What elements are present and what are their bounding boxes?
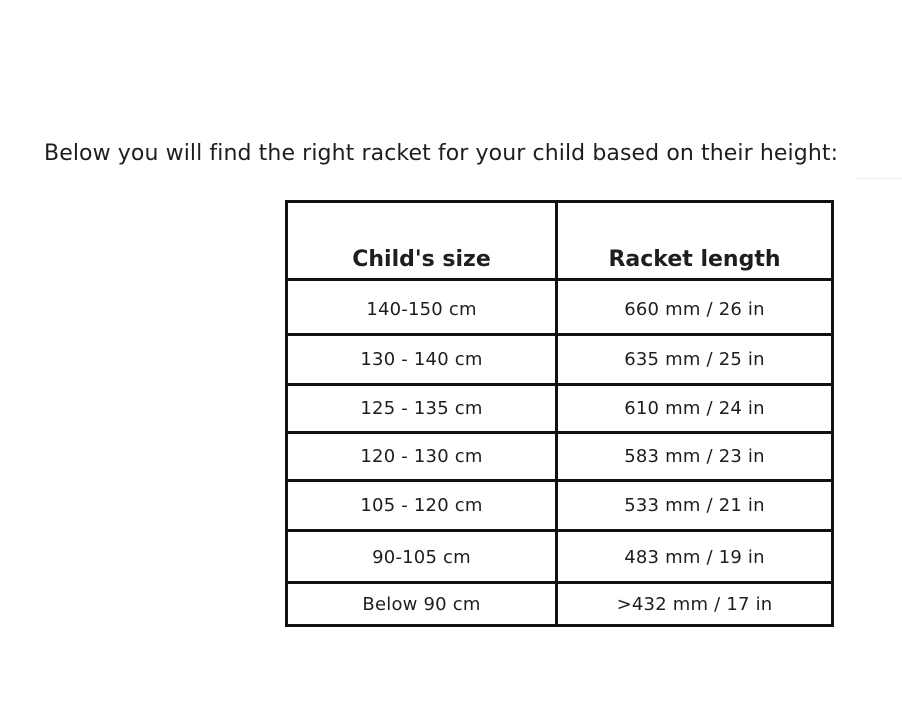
intro-text: Below you will find the right racket for your child based on their height: — [44, 141, 839, 166]
cell-racket-length: 483 mm / 19 in — [557, 531, 833, 583]
header-racket-length: Racket length — [557, 202, 833, 280]
table-header-row — [287, 202, 833, 280]
cell-childs-size: 125 - 135 cm — [287, 385, 557, 433]
table-row — [287, 280, 833, 335]
cell-childs-size: Below 90 cm — [287, 583, 557, 626]
divider-line — [856, 178, 902, 179]
cell-racket-length: 635 mm / 25 in — [557, 335, 833, 385]
cell-racket-length: >432 mm / 17 in — [557, 583, 833, 626]
cell-racket-length: 533 mm / 21 in — [557, 481, 833, 531]
table-row — [287, 335, 833, 385]
table-row — [287, 481, 833, 531]
cell-childs-size: 105 - 120 cm — [287, 481, 557, 531]
racket-size-table — [285, 200, 834, 627]
cell-racket-length: 660 mm / 26 in — [557, 280, 833, 335]
cell-childs-size: 120 - 130 cm — [287, 433, 557, 481]
cell-childs-size: 90-105 cm — [287, 531, 557, 583]
table-row — [287, 531, 833, 583]
cell-childs-size: 140-150 cm — [287, 280, 557, 335]
table-row — [287, 385, 833, 433]
cell-racket-length: 610 mm / 24 in — [557, 385, 833, 433]
table-row — [287, 583, 833, 626]
table-row — [287, 433, 833, 481]
header-childs-size: Child's size — [287, 202, 557, 280]
cell-racket-length: 583 mm / 23 in — [557, 433, 833, 481]
cell-childs-size: 130 - 140 cm — [287, 335, 557, 385]
